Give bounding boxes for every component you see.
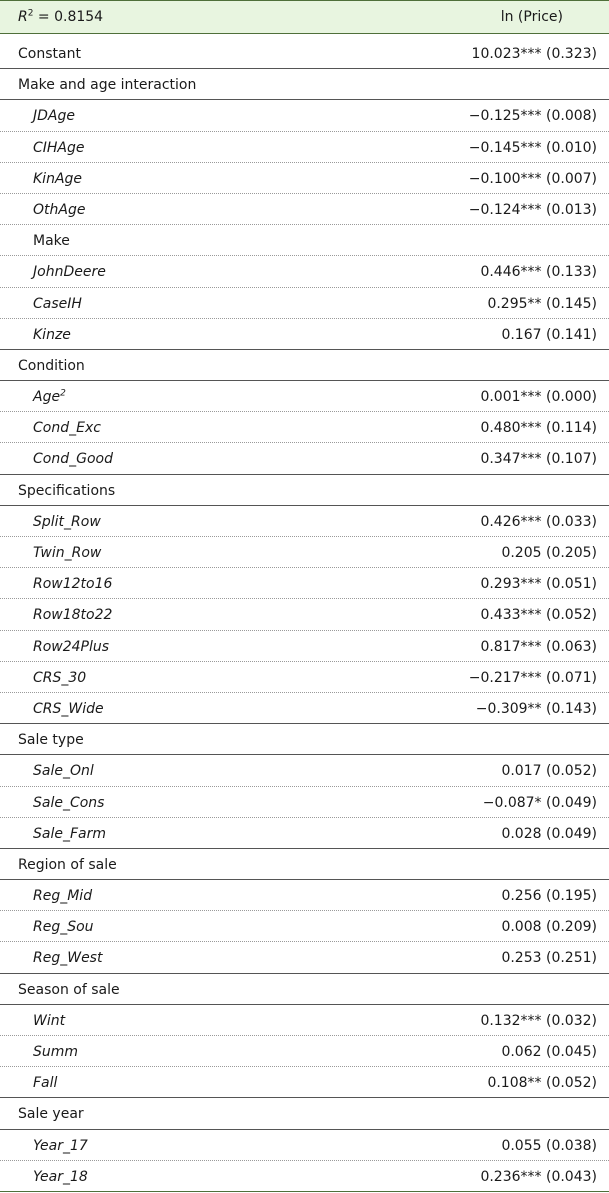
row-value: 10.023*** (0.323) (471, 46, 597, 62)
table-row (0, 100, 609, 131)
table-row (0, 381, 609, 412)
table-row (0, 662, 609, 693)
row-label: Constant (18, 46, 81, 62)
r-squared-label (18, 9, 103, 25)
row-label: Sale year (18, 1106, 84, 1123)
table-row (0, 537, 609, 568)
row-value: −0.145*** (0.010) (468, 139, 597, 156)
row-value: 0.480*** (0.114) (480, 420, 597, 437)
table-row (0, 818, 609, 849)
row-value: 0.256 (0.195) (501, 888, 597, 905)
row-label: CaseIH (33, 295, 82, 312)
row-value: 0.132*** (0.032) (480, 1012, 597, 1029)
table-row (0, 911, 609, 942)
r-squared-value: = 0.8154 (33, 9, 104, 25)
row-value: 0.028 (0.049) (501, 825, 597, 842)
table-row (0, 693, 609, 724)
table-row (0, 1005, 609, 1036)
row-label-sup: 2 (60, 388, 66, 399)
row-value: 0.062 (0.045) (501, 1044, 597, 1060)
table-row (0, 163, 609, 194)
row-value: 0.236*** (0.043) (480, 1168, 597, 1185)
row-label: Twin_Row (33, 545, 102, 561)
table-row (0, 319, 609, 350)
table-row (0, 599, 609, 630)
row-label: JohnDeere (33, 264, 106, 281)
table-row (0, 974, 609, 1005)
row-label: CRS_30 (33, 669, 87, 686)
row-label: CIHAge (33, 139, 85, 156)
row-label: Reg_Sou (33, 919, 94, 936)
row-value: 0.293*** (0.051) (480, 576, 597, 593)
row-value: 0.055 (0.038) (501, 1137, 597, 1154)
row-value: −0.100*** (0.007) (468, 170, 597, 187)
row-value: 0.205 (0.205) (501, 545, 597, 561)
table-row (0, 1130, 609, 1161)
row-label: Fall (33, 1075, 58, 1092)
row-label: KinAge (33, 170, 83, 187)
table-row (0, 1036, 609, 1067)
row-label: CRS_Wide (33, 700, 104, 717)
table-row (0, 880, 609, 911)
row-label: Kinze (33, 326, 71, 343)
table-row (0, 38, 609, 69)
row-label: Region of sale (18, 856, 117, 873)
row-label: Sale type (18, 732, 84, 749)
table-row (0, 568, 609, 599)
row-value: 0.253 (0.251) (501, 950, 597, 967)
row-value: 0.017 (0.052) (501, 763, 597, 780)
row-value: 0.008 (0.209) (501, 919, 597, 936)
row-label: Row12to16 (33, 576, 113, 593)
row-label: Make and age interaction (18, 77, 197, 94)
table-row (0, 350, 609, 381)
row-value: 0.108** (0.052) (487, 1075, 597, 1092)
row-label: Cond_Exc (33, 420, 101, 437)
table-row (0, 631, 609, 662)
table-row (0, 942, 609, 973)
row-value: 0.817*** (0.063) (480, 638, 597, 655)
table-row (0, 443, 609, 474)
row-value: −0.309** (0.143) (475, 700, 597, 717)
row-label: Split_Row (33, 513, 101, 530)
row-label: Make (33, 233, 70, 250)
row-label: Condition (18, 357, 85, 374)
row-label: Reg_Mid (33, 888, 93, 905)
row-value: −0.087* (0.049) (482, 794, 597, 811)
table-row (0, 755, 609, 786)
row-value: −0.125*** (0.008) (468, 108, 597, 125)
row-label: Year_17 (33, 1137, 88, 1154)
table-row (0, 194, 609, 225)
table-row (0, 69, 609, 100)
row-label: Year_18 (33, 1168, 88, 1185)
row-label: Sale_Cons (33, 794, 105, 811)
row-value: 0.001*** (0.000) (480, 389, 597, 406)
table-row (0, 225, 609, 256)
table-row (0, 787, 609, 818)
column-header: ln (Price) (500, 9, 563, 25)
table-row (0, 475, 609, 506)
row-value: −0.217*** (0.071) (468, 669, 597, 686)
table-row (0, 1067, 609, 1098)
row-label: Reg_West (33, 950, 103, 967)
row-value: 0.295** (0.145) (487, 295, 597, 312)
row-label: Sale_Farm (33, 825, 106, 842)
row-value: 0.347*** (0.107) (480, 451, 597, 468)
table-row (0, 132, 609, 163)
row-label: JDAge (33, 108, 75, 125)
table-row (0, 506, 609, 537)
table-row (0, 1161, 609, 1192)
row-label: Row18to22 (33, 607, 113, 624)
row-label: Wint (33, 1012, 66, 1029)
row-label: Cond_Good (33, 451, 113, 468)
row-label: OthAge (33, 201, 86, 218)
table-row (0, 724, 609, 755)
row-label: Season of sale (18, 981, 120, 998)
row-label: Summ (33, 1044, 79, 1060)
table-row (0, 849, 609, 880)
table-body (0, 38, 609, 1192)
table-row (0, 1098, 609, 1129)
row-label: Sale_Onl (33, 763, 94, 780)
row-label: Row24Plus (33, 638, 110, 655)
row-value: 0.446*** (0.133) (480, 264, 597, 281)
r-symbol: R (18, 9, 28, 25)
table-row (0, 288, 609, 319)
row-value: 0.426*** (0.033) (480, 513, 597, 530)
row-label: Specifications (18, 482, 116, 499)
row-value: −0.124*** (0.013) (468, 201, 597, 218)
r-squared-sup: 2 (27, 8, 34, 19)
row-value: 0.433*** (0.052) (480, 607, 597, 624)
table-row (0, 412, 609, 443)
table-row (0, 256, 609, 287)
row-label: Age$^2$ (33, 388, 66, 406)
row-value: 0.167 (0.141) (501, 326, 597, 343)
table-header (0, 0, 609, 34)
